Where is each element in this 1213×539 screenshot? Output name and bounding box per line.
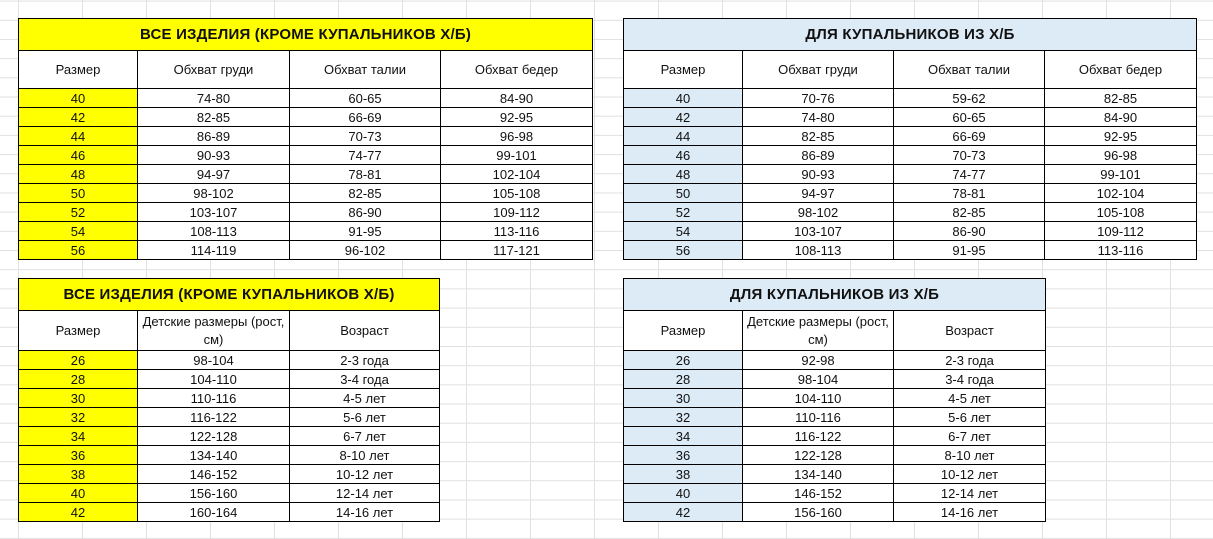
height-cell: 110-116	[743, 408, 894, 427]
chest-cell: 74-80	[743, 108, 894, 127]
table-row	[624, 89, 1197, 108]
height-cell: 122-128	[138, 427, 290, 446]
size-cell: 48	[624, 165, 743, 184]
waist-cell: 70-73	[894, 146, 1045, 165]
hips-cell: 105-108	[441, 184, 593, 203]
chest-cell: 90-93	[743, 165, 894, 184]
header-kids-height: Детские размеры (рост, см)	[743, 311, 894, 351]
size-cell: 56	[19, 241, 138, 260]
adult-general-size-table	[18, 18, 593, 260]
hips-cell: 92-95	[441, 108, 593, 127]
age-cell: 10-12 лет	[290, 465, 440, 484]
header-size: Размер	[624, 51, 743, 89]
table-row	[19, 146, 593, 165]
header-hips: Обхват бедер	[441, 51, 593, 89]
age-cell: 8-10 лет	[894, 446, 1046, 465]
hips-cell: 113-116	[1045, 241, 1197, 260]
size-cell: 46	[624, 146, 743, 165]
height-cell: 160-164	[138, 503, 290, 522]
size-cell: 54	[19, 222, 138, 241]
age-cell: 3-4 года	[290, 370, 440, 389]
chest-cell: 86-89	[743, 146, 894, 165]
table-row	[19, 203, 593, 222]
table-row	[624, 351, 1046, 370]
table-row	[19, 465, 440, 484]
table-row	[624, 108, 1197, 127]
table-row	[624, 484, 1046, 503]
height-cell: 98-104	[743, 370, 894, 389]
table-row	[624, 241, 1197, 260]
table-row	[624, 427, 1046, 446]
table-row	[624, 127, 1197, 146]
size-cell: 48	[19, 165, 138, 184]
size-cell: 42	[19, 108, 138, 127]
age-cell: 6-7 лет	[894, 427, 1046, 446]
age-cell: 10-12 лет	[894, 465, 1046, 484]
header-age: Возраст	[894, 311, 1046, 351]
age-cell: 5-6 лет	[894, 408, 1046, 427]
table-row	[19, 351, 440, 370]
waist-cell: 78-81	[290, 165, 441, 184]
table-row	[624, 222, 1197, 241]
size-cell: 34	[624, 427, 743, 446]
header-hips: Обхват бедер	[1045, 51, 1197, 89]
size-cell: 38	[19, 465, 138, 484]
table-row	[19, 389, 440, 408]
height-cell: 134-140	[138, 446, 290, 465]
size-cell: 38	[624, 465, 743, 484]
hips-cell: 102-104	[441, 165, 593, 184]
age-cell: 2-3 года	[894, 351, 1046, 370]
table-row	[19, 408, 440, 427]
hips-cell: 82-85	[1045, 89, 1197, 108]
size-cell: 40	[624, 484, 743, 503]
chest-cell: 103-107	[743, 222, 894, 241]
table-row	[19, 241, 593, 260]
chest-cell: 94-97	[743, 184, 894, 203]
waist-cell: 86-90	[894, 222, 1045, 241]
size-cell: 42	[624, 108, 743, 127]
chest-cell: 82-85	[138, 108, 290, 127]
size-cell: 40	[19, 484, 138, 503]
chest-cell: 98-102	[743, 203, 894, 222]
size-cell: 46	[19, 146, 138, 165]
size-cell: 50	[19, 184, 138, 203]
header-size: Размер	[624, 311, 743, 351]
age-cell: 14-16 лет	[894, 503, 1046, 522]
size-cell: 28	[624, 370, 743, 389]
table-row	[624, 370, 1046, 389]
age-cell: 4-5 лет	[894, 389, 1046, 408]
waist-cell: 82-85	[894, 203, 1045, 222]
chest-cell: 74-80	[138, 89, 290, 108]
kids-swimsuit-title: ДЛЯ КУПАЛЬНИКОВ ИЗ Х/Б	[624, 279, 1046, 311]
waist-cell: 74-77	[290, 146, 441, 165]
size-cell: 32	[19, 408, 138, 427]
chest-cell: 90-93	[138, 146, 290, 165]
table-row	[19, 127, 593, 146]
table-row	[624, 408, 1046, 427]
waist-cell: 86-90	[290, 203, 441, 222]
hips-cell: 113-116	[441, 222, 593, 241]
header-chest: Обхват груди	[138, 51, 290, 89]
size-cell: 26	[624, 351, 743, 370]
table-row	[19, 484, 440, 503]
adult-swimsuit-size-table	[623, 18, 1197, 260]
hips-cell: 96-98	[441, 127, 593, 146]
table-row	[624, 184, 1197, 203]
waist-cell: 91-95	[894, 241, 1045, 260]
table-row	[624, 465, 1046, 484]
height-cell: 146-152	[138, 465, 290, 484]
age-cell: 6-7 лет	[290, 427, 440, 446]
table-row	[19, 89, 593, 108]
size-cell: 56	[624, 241, 743, 260]
kids-swimsuit-size-table	[623, 278, 1046, 522]
size-cell: 52	[19, 203, 138, 222]
kids-general-size-table	[18, 278, 440, 522]
age-cell: 12-14 лет	[894, 484, 1046, 503]
hips-cell: 84-90	[1045, 108, 1197, 127]
header-waist: Обхват талии	[894, 51, 1045, 89]
table-row	[19, 503, 440, 522]
size-cell: 26	[19, 351, 138, 370]
waist-cell: 60-65	[894, 108, 1045, 127]
table-row	[624, 446, 1046, 465]
header-size: Размер	[19, 51, 138, 89]
size-cell: 44	[19, 127, 138, 146]
size-cell: 34	[19, 427, 138, 446]
age-cell: 4-5 лет	[290, 389, 440, 408]
age-cell: 5-6 лет	[290, 408, 440, 427]
chest-cell: 103-107	[138, 203, 290, 222]
height-cell: 122-128	[743, 446, 894, 465]
table-row	[19, 108, 593, 127]
header-chest: Обхват груди	[743, 51, 894, 89]
waist-cell: 70-73	[290, 127, 441, 146]
size-cell: 42	[19, 503, 138, 522]
table-row	[19, 446, 440, 465]
table-row	[19, 370, 440, 389]
waist-cell: 74-77	[894, 165, 1045, 184]
height-cell: 104-110	[743, 389, 894, 408]
waist-cell: 78-81	[894, 184, 1045, 203]
age-cell: 8-10 лет	[290, 446, 440, 465]
kids-general-title: ВСЕ ИЗДЕЛИЯ (КРОМЕ КУПАЛЬНИКОВ Х/Б)	[19, 279, 440, 311]
size-cell: 50	[624, 184, 743, 203]
hips-cell: 92-95	[1045, 127, 1197, 146]
hips-cell: 117-121	[441, 241, 593, 260]
height-cell: 156-160	[138, 484, 290, 503]
chest-cell: 86-89	[138, 127, 290, 146]
table-row	[624, 389, 1046, 408]
size-cell: 54	[624, 222, 743, 241]
chest-cell: 108-113	[743, 241, 894, 260]
header-size: Размер	[19, 311, 138, 351]
height-cell: 116-122	[743, 427, 894, 446]
table-row	[19, 165, 593, 184]
size-cell: 32	[624, 408, 743, 427]
hips-cell: 109-112	[441, 203, 593, 222]
adult-swimsuit-title: ДЛЯ КУПАЛЬНИКОВ ИЗ Х/Б	[624, 19, 1197, 51]
header-age: Возраст	[290, 311, 440, 351]
table-row	[19, 184, 593, 203]
height-cell: 146-152	[743, 484, 894, 503]
age-cell: 12-14 лет	[290, 484, 440, 503]
hips-cell: 99-101	[441, 146, 593, 165]
waist-cell: 96-102	[290, 241, 441, 260]
size-cell: 30	[19, 389, 138, 408]
size-cell: 42	[624, 503, 743, 522]
size-cell: 36	[19, 446, 138, 465]
chest-cell: 82-85	[743, 127, 894, 146]
size-cell: 30	[624, 389, 743, 408]
table-row	[624, 503, 1046, 522]
waist-cell: 60-65	[290, 89, 441, 108]
table-row	[19, 427, 440, 446]
hips-cell: 99-101	[1045, 165, 1197, 184]
table-row	[624, 203, 1197, 222]
age-cell: 2-3 года	[290, 351, 440, 370]
header-kids-height: Детские размеры (рост, см)	[138, 311, 290, 351]
table-row	[19, 222, 593, 241]
adult-general-title: ВСЕ ИЗДЕЛИЯ (КРОМЕ КУПАЛЬНИКОВ Х/Б)	[19, 19, 593, 51]
waist-cell: 82-85	[290, 184, 441, 203]
size-cell: 36	[624, 446, 743, 465]
header-waist: Обхват талии	[290, 51, 441, 89]
height-cell: 116-122	[138, 408, 290, 427]
size-cell: 52	[624, 203, 743, 222]
waist-cell: 59-62	[894, 89, 1045, 108]
waist-cell: 66-69	[894, 127, 1045, 146]
hips-cell: 96-98	[1045, 146, 1197, 165]
size-cell: 40	[624, 89, 743, 108]
height-cell: 134-140	[743, 465, 894, 484]
chest-cell: 70-76	[743, 89, 894, 108]
age-cell: 3-4 года	[894, 370, 1046, 389]
chest-cell: 108-113	[138, 222, 290, 241]
age-cell: 14-16 лет	[290, 503, 440, 522]
hips-cell: 105-108	[1045, 203, 1197, 222]
height-cell: 110-116	[138, 389, 290, 408]
height-cell: 104-110	[138, 370, 290, 389]
size-cell: 44	[624, 127, 743, 146]
height-cell: 92-98	[743, 351, 894, 370]
hips-cell: 84-90	[441, 89, 593, 108]
chest-cell: 98-102	[138, 184, 290, 203]
size-cell: 40	[19, 89, 138, 108]
chest-cell: 114-119	[138, 241, 290, 260]
hips-cell: 109-112	[1045, 222, 1197, 241]
size-cell: 28	[19, 370, 138, 389]
table-row	[624, 146, 1197, 165]
waist-cell: 91-95	[290, 222, 441, 241]
hips-cell: 102-104	[1045, 184, 1197, 203]
chest-cell: 94-97	[138, 165, 290, 184]
waist-cell: 66-69	[290, 108, 441, 127]
table-row	[624, 165, 1197, 184]
height-cell: 156-160	[743, 503, 894, 522]
height-cell: 98-104	[138, 351, 290, 370]
